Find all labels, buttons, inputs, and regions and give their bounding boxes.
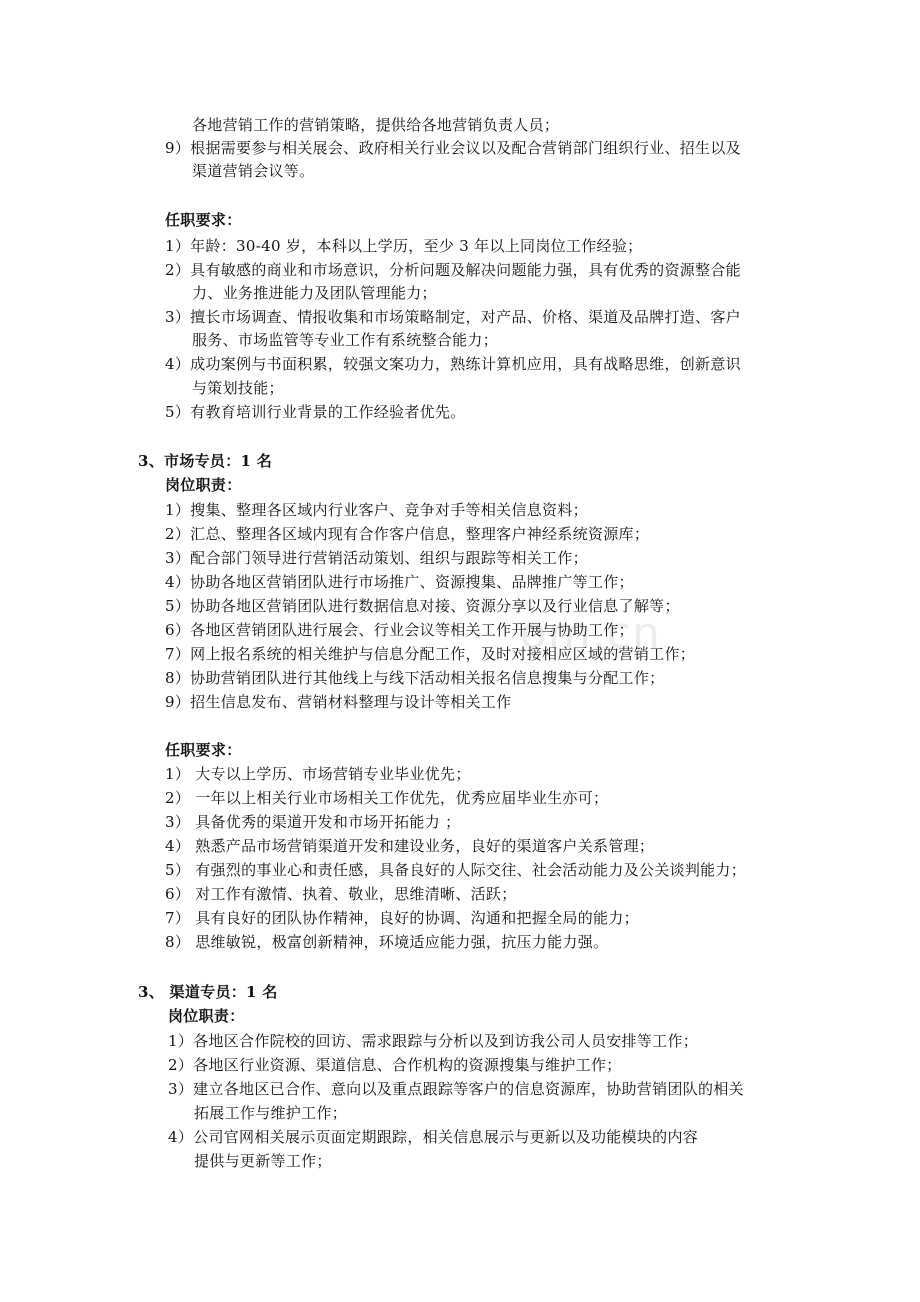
duty-1: 1）搜集、整理各区域内行业客户、竞争对手等相关信息资料； [165, 501, 588, 519]
requirement-2-8: 8） 思维敏锐，极富创新精神，环境适应能力强，抗压力能力强。 [165, 933, 609, 951]
duty-3-4: 4）公司官网相关展示页面定期跟踪，相关信息展示与更新以及功能模块的内容 [168, 1128, 699, 1146]
duty-3-4-cont: 提供与更新等工作； [194, 1152, 332, 1170]
duty-8: 8）协助营销团队进行其他线上与线下活动相关报名信息搜集与分配工作； [165, 669, 665, 687]
duty-2: 2）汇总、整理各区域内现有合作客户信息，整理客户神经系统资源库； [165, 525, 650, 543]
duty-9-line-2: 渠道营销会议等。 [192, 162, 315, 180]
requirement-4-cont: 与策划技能； [192, 379, 284, 397]
requirements-title-2: 任职要求： [165, 741, 242, 759]
requirement-5: 5）有教育培训行业背景的工作经验者优先。 [165, 403, 466, 421]
duty-3-1: 1）各地区合作院校的回访、需求跟踪与分析以及到访我公司人员安排等工作； [168, 1032, 699, 1050]
requirement-3: 3）擅长市场调查、情报收集和市场策略制定，对产品、价格、渠道及品牌打造、客户 [165, 308, 741, 326]
duty-9-line-1: 9）根据需要参与相关展会、政府相关行业会议以及配合营销部门组织行业、招生以及 [165, 139, 741, 157]
duty-3-2: 2）各地区行业资源、渠道信息、合作机构的资源搜集与维护工作； [168, 1056, 622, 1074]
requirements-title: 任职要求： [165, 211, 242, 229]
requirement-1: 1）年龄：30-40 岁，本科以上学历，至少 3 年以上同岗位工作经验； [165, 237, 643, 255]
requirement-3-cont: 服务、市场监管等专业工作有系统整合能力； [192, 331, 499, 349]
requirement-2-7: 7） 具有良好的团队协作精神，良好的协调、沟通和把握全局的能力； [165, 909, 639, 927]
requirement-2-2: 2） 一年以上相关行业市场相关工作优先，优秀应届毕业生亦可； [165, 789, 609, 807]
duty-8-continuation: 各地营销工作的营销策略，提供给各地营销负责人员； [192, 116, 560, 134]
requirement-4: 4）成功案例与书面积累，较强文案功力，熟练计算机应用，具有战略思维，创新意识 [165, 355, 741, 373]
duty-3-3: 3）建立各地区已合作、意向以及重点跟踪等客户的信息资源库，协助营销团队的相关 [168, 1080, 744, 1098]
duty-7: 7）网上报名系统的相关维护与信息分配工作，及时对接相应区域的营销工作； [165, 645, 696, 663]
duties-title-3: 岗位职责： [168, 1007, 245, 1025]
duty-6: 6）各地区营销团队进行展会、行业会议等相关工作开展与协助工作； [165, 621, 634, 639]
duty-3-3-cont: 拓展工作与维护工作； [194, 1104, 348, 1122]
section-heading-channel-specialist: 3、 渠道专员：1 名 [138, 983, 278, 1001]
duty-9: 9）招生信息发布、营销材料整理与设计等相关工作 [165, 693, 512, 711]
duties-title: 岗位职责： [165, 476, 242, 494]
requirement-2-4: 4） 熟悉产品市场营销渠道开发和建设业务，良好的渠道客户关系管理； [165, 837, 655, 855]
requirement-2-1: 1） 大专以上学历、市场营销专业毕业优先； [165, 765, 471, 783]
requirement-2-cont: 力、业务推进能力及团队管理能力； [192, 284, 437, 302]
requirement-2-6: 6） 对工作有激情、执着、敬业，思维清晰、活跃； [165, 885, 517, 903]
duty-4: 4）协助各地区营销团队进行市场推广、资源搜集、品牌推广等工作； [165, 573, 634, 591]
requirement-2: 2）具有敏感的商业和市场意识，分析问题及解决问题能力强，具有优秀的资源整合能 [165, 261, 741, 279]
duty-5: 5）协助各地区营销团队进行数据信息对接、资源分享以及行业信息了解等； [165, 597, 680, 615]
section-heading-market-specialist: 3、市场专员：1 名 [138, 452, 273, 470]
requirement-2-5: 5） 有强烈的事业心和责任感，具备良好的人际交往、社会活动能力及公关谈判能力； [165, 861, 747, 879]
watermark: om.cn [520, 608, 661, 659]
duty-3: 3）配合部门领导进行营销活动策划、组织与跟踪等相关工作； [165, 549, 588, 567]
requirement-2-3: 3） 具备优秀的渠道开发和市场开拓能力 ； [165, 813, 461, 831]
